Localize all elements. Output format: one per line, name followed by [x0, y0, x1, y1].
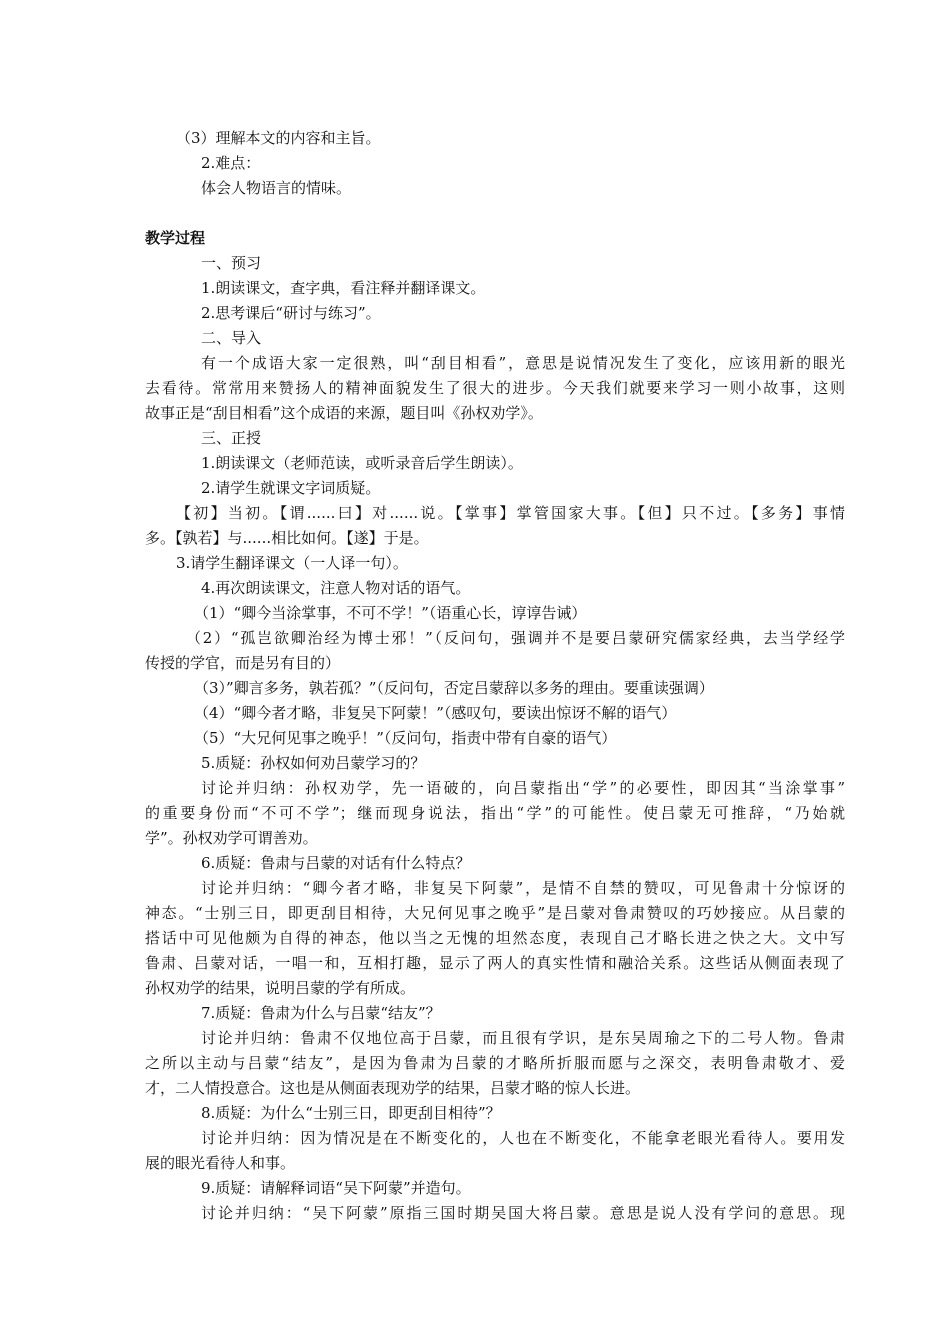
section-heading: 教学过程: [145, 229, 206, 247]
teaching-item-3: 3.请学生翻译课文（一人译一句）。: [176, 554, 408, 572]
dialogue-2-line-1: （2）“孤岂欲卿治经为博士邪！”（反问句，强调并不是要吕蒙研究儒家经典，去当学经学: [186, 629, 845, 647]
difficulty-label: 2.难点：: [201, 154, 261, 172]
answer-8-line-2: 展的眼光看待人和事。: [145, 1154, 296, 1172]
answer-5-line-1: 讨论并归纳：孙权劝学，先一语破的，向吕蒙指出“学”的必要性，即因其“当涂掌事”: [201, 779, 845, 797]
answer-6-line-4: 鲁肃、吕蒙对话，一唱一和，互相打趣，显示了两人的真实性情和融洽关系。这些话从侧面表现了: [145, 954, 845, 972]
step-preview: 一、预习: [201, 254, 262, 272]
answer-7-line-2: 之所以主动与吕蒙“结友”，是因为鲁肃为吕蒙的才略所折服而愿与之深交，表明鲁肃敬才、爱: [145, 1054, 845, 1072]
preview-item-1: 1.朗读课文，查字典，看注释并翻译课文。: [201, 279, 486, 297]
answer-6-line-2: 神态。“士别三日，即更刮目相待，大兄何见事之晚乎”是吕蒙对鲁肃赞叹的巧妙接应。从吕蒙的: [145, 904, 845, 922]
teaching-item-2: 2.请学生就课文字词质疑。: [201, 479, 381, 497]
question-6: 6.质疑：鲁肃与吕蒙的对话有什么特点？: [201, 854, 471, 872]
question-9: 9.质疑：请解释词语“吴下阿蒙”并造句。: [201, 1179, 471, 1197]
answer-5-line-2: 的重要身份而“不可不学”；继而现身说法，指出“学”的可能性。使吕蒙无可推辞，“乃始就: [145, 804, 845, 822]
teaching-item-4: 4.再次朗读课文，注意人物对话的语气。: [201, 579, 471, 597]
answer-6-line-1: 讨论并归纳：“卿今者才略，非复吴下阿蒙”，是情不自禁的赞叹，可见鲁肃十分惊讶的: [201, 879, 845, 897]
intro-line-1: 有一个成语大家一定很熟，叫“刮目相看”，意思是说情况发生了变化，应该用新的眼光: [201, 354, 845, 372]
answer-5-line-3: 学”。孙权劝学可谓善劝。: [145, 829, 318, 847]
step-teaching: 三、正授: [201, 429, 262, 447]
answer-8-line-1: 讨论并归纳：因为情况是在不断变化的，人也在不断变化，不能拿老眼光看待人。要用发: [201, 1129, 845, 1147]
dialogue-2-line-2: 传授的学官，而是另有目的）: [145, 654, 341, 672]
dialogue-1: （1）“卿今当涂掌事，不可不学！”（语重心长，谆谆告诫）: [194, 604, 587, 622]
intro-line-3: 故事正是“刮目相看”这个成语的来源，题目叫《孙权劝学》。: [145, 404, 543, 422]
answer-6-line-3: 搭话中可见他颇为自得的神态，他以当之无愧的坦然态度，表现自己才略长进之快之大。文中写: [145, 929, 845, 947]
question-5: 5.质疑：孙权如何劝吕蒙学习的？: [201, 754, 426, 772]
vocab-line-2: 多。【孰若】与......相比如何。【遂】于是。: [145, 529, 429, 547]
answer-6-line-5: 孙权劝学的结果，说明吕蒙的学有所成。: [145, 979, 416, 997]
difficulty-text: 体会人物语言的情味。: [201, 179, 352, 197]
dialogue-3: （3）”卿言多务，孰若孤？”（反问句，否定吕蒙辞以多务的理由。要重读强调）: [194, 679, 714, 697]
answer-7-line-3: 才，二人情投意合。这也是从侧面表现劝学的结果，吕蒙才略的惊人长进。: [145, 1079, 641, 1097]
objective-3: （3）理解本文的内容和主旨。: [176, 129, 381, 147]
dialogue-5: （5）“大兄何见事之晚乎！”（反问句，指责中带有自豪的语气）: [194, 729, 617, 747]
vocab-line-1: 【初】当初。【谓......曰】对......说。【掌事】掌管国家大事。【但】只不过。【多务】事情: [176, 504, 845, 522]
teaching-item-1: 1.朗读课文（老师范读，或听录音后学生朗读）。: [201, 454, 523, 472]
answer-9-line-1: 讨论并归纳：“吴下阿蒙”原指三国时期吴国大将吕蒙。意思是说人没有学问的意思。现: [201, 1204, 845, 1222]
answer-7-line-1: 讨论并归纳：鲁肃不仅地位高于吕蒙，而且很有学识，是东吴周瑜之下的二号人物。鲁肃: [201, 1029, 845, 1047]
question-7: 7.质疑：鲁肃为什么与吕蒙“结友”？: [201, 1004, 441, 1022]
intro-line-2: 去看待。常常用来赞扬人的精神面貌发生了很大的进步。今天我们就要来学习一则小故事，这则: [145, 379, 845, 397]
question-8: 8.质疑：为什么“士别三日，即更刮目相待”？: [201, 1104, 501, 1122]
step-intro: 二、导入: [201, 329, 262, 347]
dialogue-4: （4）“卿今者才略，非复吴下阿蒙！”（感叹句，要读出惊讶不解的语气）: [194, 704, 677, 722]
preview-item-2: 2.思考课后“研讨与练习”。: [201, 304, 381, 322]
